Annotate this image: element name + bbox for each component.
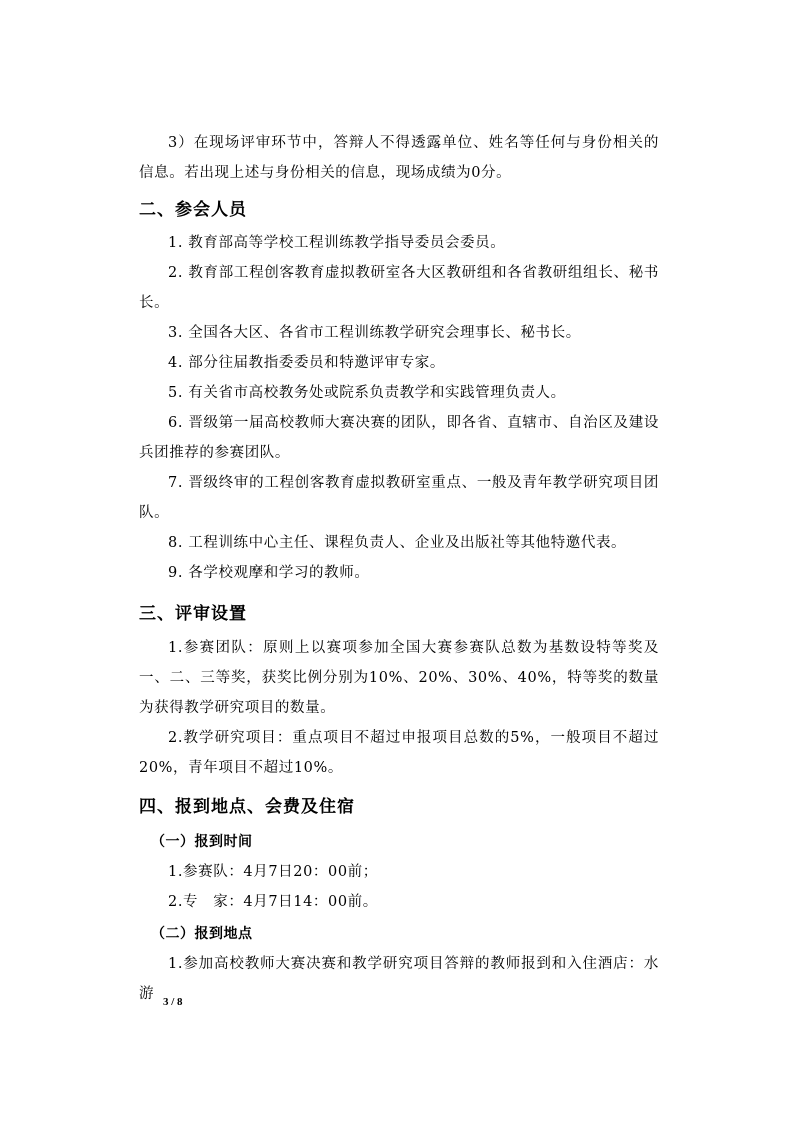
list-item: 1. 教育部高等学校工程训练教学指导委员会委员。 xyxy=(168,235,506,251)
subsection-heading: （一）报到时间 xyxy=(151,834,253,850)
list-item: 2.教学研究项目：重点项目不超过申报项目总数的5%，一般项目不超过20%，青年项目不超过10%。 xyxy=(139,730,659,776)
list-item: 1.参赛队：4月7日20：00前； xyxy=(168,864,378,880)
list-item: 1.参加高校教师大赛决赛和教学研究项目答辩的教师报到和入住酒店：水游 xyxy=(139,956,659,1002)
subsection-registration-time xyxy=(139,827,659,917)
section-heading: 二、参会人员 xyxy=(139,200,247,220)
section-heading: 四、报到地点、会费及住宿 xyxy=(139,797,355,817)
section-attendees xyxy=(139,195,659,225)
list-item: 5. 有关省市高校教务处或院系负责教学和实践管理负责人。 xyxy=(168,385,566,401)
list-item: 6. 晋级第一届高校教师大赛决赛的团队，即各省、直辖市、自治区及建设兵团推荐的参赛团队。 xyxy=(139,415,659,461)
attendees-list xyxy=(139,228,659,588)
list-item: 1.参赛团队：原则上以赛项参加全国大赛参赛队总数为基数设特等奖及一、二、三等奖，获奖比例分别为10%、20%、30%、40%，特等奖的数量为获得教学研究项目的数量。 xyxy=(139,640,659,716)
list-item: 7. 晋级终审的工程创客教育虚拟教研室重点、一般及青年教学研究项目团队。 xyxy=(139,475,659,521)
review-settings-list xyxy=(139,633,659,783)
list-item: 2.专 家：4月7日14：00前。 xyxy=(168,894,378,910)
subsection-heading: （二）报到地点 xyxy=(151,926,253,942)
subsection-registration-location xyxy=(139,919,659,1009)
section-registration xyxy=(139,792,659,822)
paragraph-identity-rule xyxy=(139,128,659,188)
list-item: 8. 工程训练中心主任、课程负责人、企业及出版社等其他特邀代表。 xyxy=(168,535,627,551)
section-review-settings xyxy=(139,599,659,629)
list-item: 3. 全国各大区、各省市工程训练教学研究会理事长、秘书长。 xyxy=(168,325,581,341)
list-item: 4. 部分往届教指委委员和特邀评审专家。 xyxy=(168,355,445,371)
page-number: 3 / 8 xyxy=(163,996,183,1008)
section-heading: 三、评审设置 xyxy=(139,604,247,624)
list-item: 2. 教育部工程创客教育虚拟教研室各大区教研组和各省教研组组长、秘书长。 xyxy=(139,265,659,311)
list-item: 9. 各学校观摩和学习的教师。 xyxy=(168,565,370,581)
body-text: 3）在现场评审环节中，答辩人不得透露单位、姓名等任何与身份相关的信息。若出现上述与身份相关的信息，现场成绩为0分。 xyxy=(139,135,659,181)
